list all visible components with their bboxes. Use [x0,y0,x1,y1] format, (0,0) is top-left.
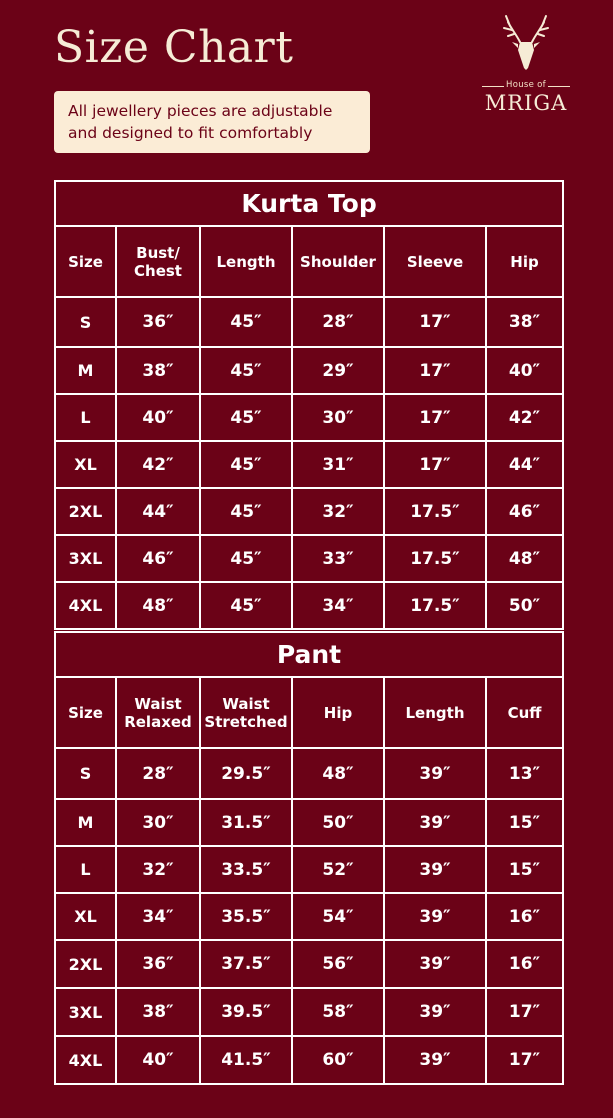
pant-value-cell: 39″ [384,940,486,988]
pant-value-cell: 60″ [292,1036,384,1084]
pant-value-cell: 39″ [384,748,486,799]
pant-value-cell: 15″ [486,799,563,846]
jewellery-note [54,91,370,153]
pant-value-cell: 39.5″ [200,988,292,1036]
pant-value-cell: 48″ [292,748,384,799]
kurta-size-cell: 2XL [55,488,116,535]
kurta-size-cell: 3XL [55,535,116,582]
brand-logo [478,8,574,120]
pant-value-cell: 32″ [116,846,200,893]
pant-value-cell: 56″ [292,940,384,988]
kurta-header-cell: Hip [486,226,563,297]
pant-header-cell: Waist Relaxed [116,677,200,748]
kurta-value-cell: 17″ [384,297,486,347]
table-row [55,893,563,940]
kurta-value-cell: 45″ [200,394,292,441]
kurta-value-cell: 17″ [384,394,486,441]
kurta-value-cell: 42″ [486,394,563,441]
pant-value-cell: 29.5″ [200,748,292,799]
kurta-header-cell: Length [200,226,292,297]
kurta-value-cell: 29″ [292,347,384,394]
kurta-value-cell: 45″ [200,297,292,347]
pant-value-cell: 30″ [116,799,200,846]
logo-brand: MRIGA [484,91,568,115]
pant-value-cell: 35.5″ [200,893,292,940]
kurta-value-cell: 45″ [200,347,292,394]
pant-value-cell: 39″ [384,799,486,846]
kurta-header-cell: Size [55,226,116,297]
pant-value-cell: 33.5″ [200,846,292,893]
pant-header-row [55,677,563,748]
pant-header-cell: Length [384,677,486,748]
kurta-value-cell: 44″ [116,488,200,535]
table-row [55,748,563,799]
table-row [55,488,563,535]
pant-value-cell: 41.5″ [200,1036,292,1084]
pant-size-cell: 2XL [55,940,116,988]
kurta-size-cell: S [55,297,116,347]
pant-value-cell: 34″ [116,893,200,940]
pant-value-cell: 39″ [384,1036,486,1084]
pant-size-cell: 4XL [55,1036,116,1084]
deer-head-icon [498,8,554,78]
note-line-2: and designed to fit comfortably [68,124,313,142]
note-line-1: All jewellery pieces are adjustable [68,102,333,120]
kurta-value-cell: 17.5″ [384,488,486,535]
pant-value-cell: 15″ [486,846,563,893]
table-row [55,441,563,488]
kurta-value-cell: 46″ [486,488,563,535]
table-row [55,799,563,846]
kurta-size-cell: M [55,347,116,394]
kurta-size-cell: XL [55,441,116,488]
kurta-header-cell: Bust/ Chest [116,226,200,297]
kurta-value-cell: 40″ [486,347,563,394]
pant-value-cell: 31.5″ [200,799,292,846]
kurta-value-cell: 45″ [200,535,292,582]
kurta-value-cell: 17.5″ [384,582,486,629]
table-row [55,297,563,347]
kurta-value-cell: 30″ [292,394,384,441]
logo-rule-right [548,86,570,87]
pant-value-cell: 17″ [486,988,563,1036]
table-row [55,347,563,394]
kurta-size-table [54,180,564,630]
pant-value-cell: 58″ [292,988,384,1036]
table-row [55,394,563,441]
kurta-value-cell: 48″ [486,535,563,582]
kurta-value-cell: 32″ [292,488,384,535]
kurta-value-cell: 38″ [486,297,563,347]
kurta-value-cell: 28″ [292,297,384,347]
table-row [55,1036,563,1084]
pant-value-cell: 36″ [116,940,200,988]
kurta-value-cell: 50″ [486,582,563,629]
pant-value-cell: 39″ [384,988,486,1036]
kurta-value-cell: 31″ [292,441,384,488]
kurta-value-cell: 33″ [292,535,384,582]
kurta-size-cell: L [55,394,116,441]
kurta-value-cell: 38″ [116,347,200,394]
table-row [55,582,563,629]
pant-value-cell: 54″ [292,893,384,940]
kurta-header-cell: Sleeve [384,226,486,297]
table-row [55,988,563,1036]
pant-value-cell: 38″ [116,988,200,1036]
table-row [55,535,563,582]
pant-value-cell: 39″ [384,846,486,893]
pant-header-cell: Cuff [486,677,563,748]
kurta-header-row [55,226,563,297]
kurta-value-cell: 45″ [200,582,292,629]
kurta-value-cell: 40″ [116,394,200,441]
pant-value-cell: 50″ [292,799,384,846]
pant-value-cell: 52″ [292,846,384,893]
kurta-size-cell: 4XL [55,582,116,629]
kurta-value-cell: 17″ [384,441,486,488]
pant-value-cell: 37.5″ [200,940,292,988]
pant-value-cell: 16″ [486,893,563,940]
pant-section-title: Pant [55,632,563,677]
kurta-value-cell: 44″ [486,441,563,488]
page-title: Size Chart [54,22,294,73]
pant-value-cell: 40″ [116,1036,200,1084]
pant-header-cell: Waist Stretched [200,677,292,748]
pant-value-cell: 17″ [486,1036,563,1084]
kurta-value-cell: 45″ [200,441,292,488]
logo-house-of: House of [506,80,546,90]
pant-size-cell: XL [55,893,116,940]
pant-value-cell: 13″ [486,748,563,799]
kurta-section-title: Kurta Top [55,181,563,226]
pant-size-cell: 3XL [55,988,116,1036]
table-row [55,846,563,893]
pant-value-cell: 39″ [384,893,486,940]
pant-size-cell: L [55,846,116,893]
pant-value-cell: 16″ [486,940,563,988]
pant-header-cell: Hip [292,677,384,748]
pant-value-cell: 28″ [116,748,200,799]
kurta-value-cell: 46″ [116,535,200,582]
pant-size-cell: M [55,799,116,846]
kurta-value-cell: 17.5″ [384,535,486,582]
kurta-value-cell: 45″ [200,488,292,535]
kurta-value-cell: 42″ [116,441,200,488]
kurta-header-cell: Shoulder [292,226,384,297]
pant-header-cell: Size [55,677,116,748]
pant-size-table [54,631,564,1085]
table-row [55,940,563,988]
kurta-value-cell: 34″ [292,582,384,629]
pant-size-cell: S [55,748,116,799]
kurta-value-cell: 48″ [116,582,200,629]
kurta-value-cell: 17″ [384,347,486,394]
kurta-value-cell: 36″ [116,297,200,347]
